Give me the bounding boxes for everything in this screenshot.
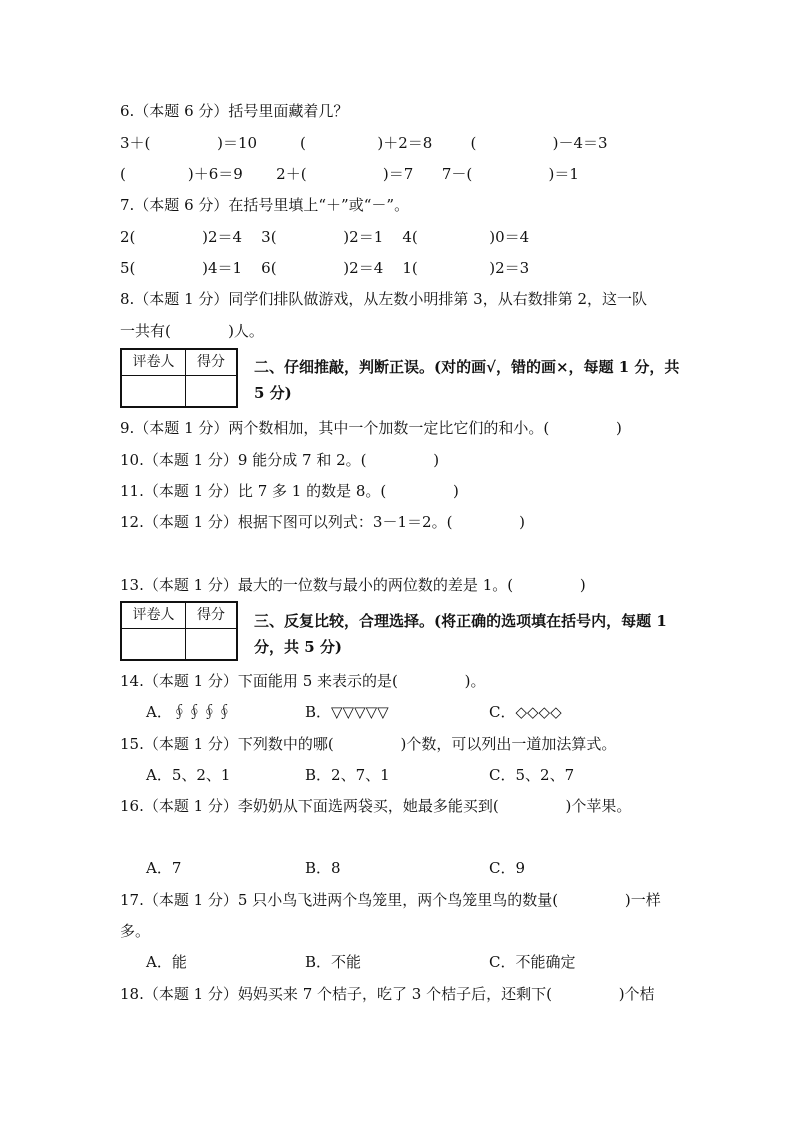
q17-option-a: A．能 xyxy=(146,953,187,971)
q11: 11.（本题 1 分）比 7 多 1 的数是 8。( ) xyxy=(120,482,459,500)
q6-title: 6.（本题 6 分）括号里面藏着几？ xyxy=(120,102,349,120)
q14-option-b: B．▽▽▽▽▽ xyxy=(305,703,389,721)
score-cell xyxy=(186,629,236,659)
q7-row-2: 5( )4＝1 6( )2＝4 1( )2＝3 xyxy=(120,259,530,277)
reviewer-cell xyxy=(122,629,186,659)
q16-option-a: A．7 xyxy=(146,859,182,877)
q17-option-c: C．不能确定 xyxy=(489,953,576,971)
q16-title: 16.（本题 1 分）李奶奶从下面选两袋买，她最多能买到( )个苹果。 xyxy=(120,797,632,815)
q8-line-2: 一共有( )人。 xyxy=(120,322,264,340)
section2-title: 二、仔细推敲，判断正误。(对的画√，错的画×，每题 1 分，共 5 分) xyxy=(254,358,680,402)
q10: 10.（本题 1 分）9 能分成 7 和 2。( ) xyxy=(120,451,440,469)
q14-title: 14.（本题 1 分）下面能用 5 来表示的是( )。 xyxy=(120,672,486,690)
q15-option-a: A．5、2、1 xyxy=(146,766,231,784)
q17-line-2: 多。 xyxy=(120,922,151,940)
q6-row-1: 3＋( )＝10 ( )＋2＝8 ( )－4＝3 xyxy=(120,134,608,152)
q14-option-a: A．∮∮∮∮ xyxy=(146,703,232,721)
q7-title: 7.（本题 6 分）在括号里填上“＋”或“－”。 xyxy=(120,196,410,214)
q14-option-c: C．◇◇◇◇ xyxy=(489,703,562,721)
q18-line-1: 18.（本题 1 分）妈妈买来 7 个桔子，吃了 3 个桔子后，还剩下( )个桔 xyxy=(120,985,655,1003)
q16-option-c: C．9 xyxy=(489,859,526,877)
q8-line-1: 8.（本题 1 分）同学们排队做游戏，从左数小明排第 3，从右数排第 2，这一队 xyxy=(120,290,648,308)
q6-row-2: ( )＋6＝9 2＋( )＝7 7－( )＝1 xyxy=(120,165,579,183)
reviewer-cell xyxy=(122,376,186,406)
q16-option-b: B．8 xyxy=(305,859,341,877)
q17-line-1: 17.（本题 1 分）5 只小鸟飞进两个鸟笼里，两个鸟笼里鸟的数量( )一样 xyxy=(120,891,661,909)
q15-option-b: B．2、7、1 xyxy=(305,766,390,784)
q17-option-b: B．不能 xyxy=(305,953,362,971)
q15-title: 15.（本题 1 分）下列数中的哪( )个数，可以列出一道加法算式。 xyxy=(120,735,617,753)
section3-title: 三、反复比较，合理选择。(将正确的选项填在括号内，每题 1 分，共 5 分) xyxy=(254,612,667,656)
q7-row-1: 2( )2＝4 3( )2＝1 4( )0＝4 xyxy=(120,228,530,246)
score-label: 得分 xyxy=(186,350,236,376)
reviewer-label: 评卷人 xyxy=(122,350,186,376)
q13: 13.（本题 1 分）最大的一位数与最小的两位数的差是 1。( ) xyxy=(120,576,586,594)
section3-score-table xyxy=(120,601,238,661)
q9: 9.（本题 1 分）两个数相加，其中一个加数一定比它们的和小。( ) xyxy=(120,419,622,437)
section2-score-table xyxy=(120,348,238,408)
score-cell xyxy=(186,376,236,406)
q15-option-c: C．5、2、7 xyxy=(489,766,575,784)
q12: 12.（本题 1 分）根据下图可以列式：3－1＝2。( ) xyxy=(120,513,526,531)
reviewer-label: 评卷人 xyxy=(122,603,186,629)
score-label: 得分 xyxy=(186,603,236,629)
